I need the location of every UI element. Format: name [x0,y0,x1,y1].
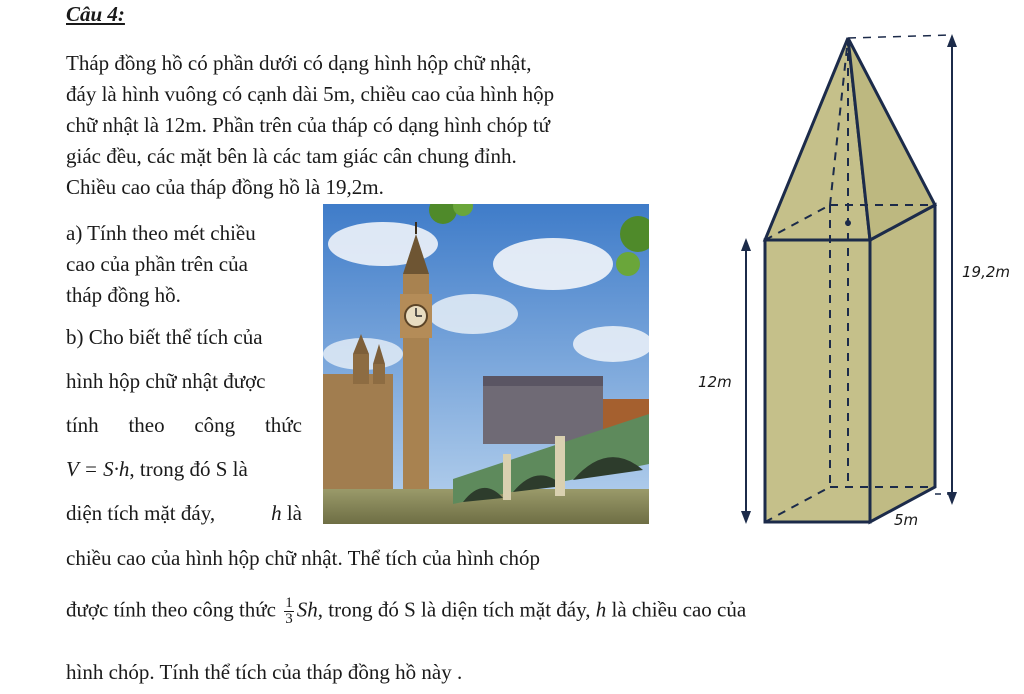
word: công [194,413,236,437]
text: được tính theo công thức [66,597,276,622]
intro-line: đáy là hình vuông có cạnh dài 5m, chiều cao của hình hộp [66,82,555,106]
text: , trong đó S là diện tích mặt đáy, [317,597,591,622]
var-h: h [271,501,282,525]
word: thức [264,413,302,437]
var-h: h [595,597,607,622]
intro-line: giác đều, các mặt bên là các tam giác cân chung đỉnh. [66,144,517,168]
big-ben-illustration [323,204,649,524]
var-sh: Sh [296,597,318,622]
part-a-line: tháp đồng hồ. [66,283,181,307]
part-b-line [66,413,302,457]
part-a-line: cao của phần trên của [66,252,248,276]
fraction-denominator: 3 [285,611,293,627]
volume-formula: V = S·h [66,457,130,481]
text: , trong đó S là [129,457,248,481]
intro-paragraph [66,48,666,203]
box-front-face [765,240,870,522]
question-title: Câu 4: [66,2,125,26]
part-a [66,218,306,311]
part-b-line: chiều cao của hình hộp chữ nhật. Thể tích của hình chóp [66,546,541,570]
tower-diagram-svg [690,25,1024,545]
box-right-face [870,205,935,522]
part-b-line: hình chóp. Tính thể tích của tháp đồng hồ này . [66,660,463,684]
label-box-height: 12m [698,373,732,391]
big-ben-photo [323,204,649,524]
part-b [66,325,306,545]
part-b-line: b) Cho biết thể tích của [66,325,263,349]
part-b-line: hình hộp chữ nhật được [66,369,266,393]
intro-line: chữ nhật là 12m. Phần trên của tháp có dạng hình chóp tứ [66,113,551,137]
fraction-numerator: 1 [285,595,293,611]
intro-line: Chiều cao của tháp đồng hồ là 19,2m. [66,175,384,199]
part-b-line [66,501,302,545]
word: theo [128,413,165,437]
text: diện tích mặt đáy, [66,501,216,525]
part-b-line [66,457,306,501]
word: tính [66,413,99,437]
part-b-line [66,596,746,627]
label-side-length: 5m [894,511,919,529]
intro-line: Tháp đồng hồ có phần dưới có dạng hình hộp chữ nhật, [66,51,532,75]
text: là chiều cao của [611,597,747,622]
tower-diagram [690,25,1024,545]
text: là [286,501,302,525]
part-a-line: a) Tính theo mét chiều [66,221,256,245]
label-total-height: 19,2m [962,263,1011,281]
fraction [284,596,294,627]
